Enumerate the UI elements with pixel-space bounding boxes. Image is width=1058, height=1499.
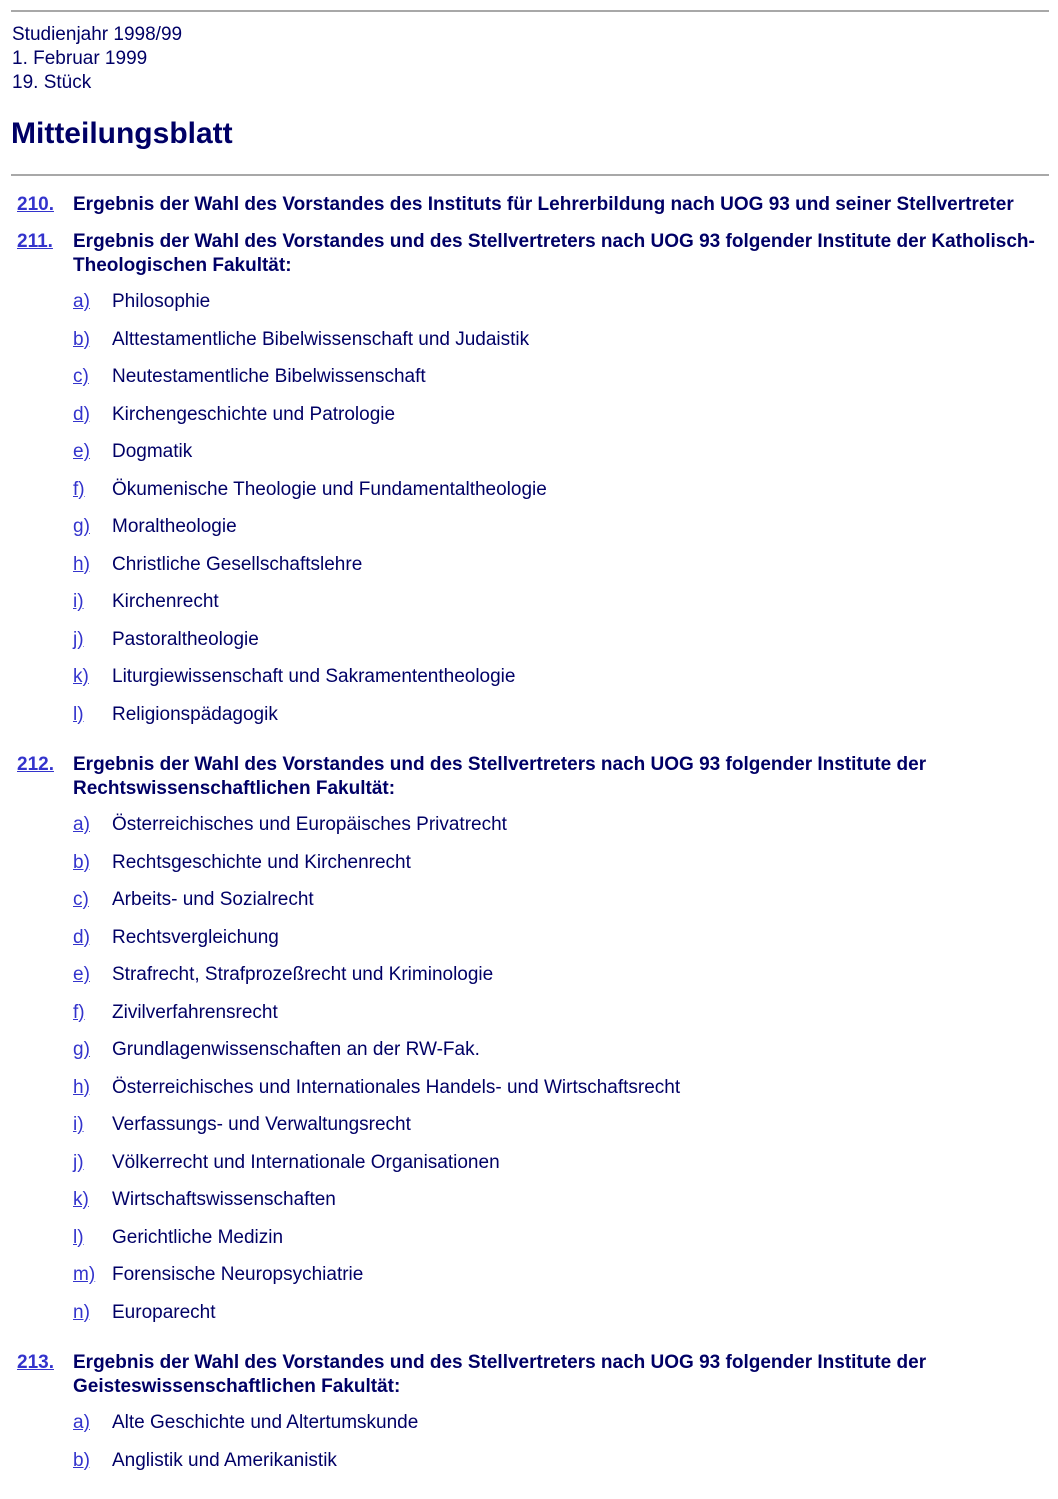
list-item <box>73 1038 1058 1076</box>
list-item <box>73 813 1058 851</box>
entry <box>0 230 1058 740</box>
entry <box>0 753 1058 1338</box>
list-item <box>73 1411 1058 1449</box>
item-letter-link[interactable]: h) <box>73 1076 90 1098</box>
sub-item-list <box>73 290 1058 740</box>
header-divider <box>11 174 1049 176</box>
item-letter-link[interactable]: c) <box>73 366 89 387</box>
entry-number-link[interactable]: 211. <box>17 231 53 252</box>
item-letter-link[interactable]: f) <box>73 478 85 500</box>
item-letter-link[interactable]: k) <box>73 666 89 687</box>
item-letter-link[interactable]: a) <box>73 291 90 312</box>
item-letter-link[interactable]: d) <box>73 403 90 425</box>
item-text: Dogmatik <box>112 441 193 462</box>
list-item <box>73 1188 1058 1226</box>
item-text: Rechtsgeschichte und Kirchenrecht <box>112 851 411 873</box>
item-letter-link[interactable]: i) <box>73 591 84 612</box>
entry-title: Ergebnis der Wahl des Vorstandes und des Stellvertreters nach UOG 93 folgender Institute der Katholisch-Theologischen Fakultät: <box>73 231 1035 276</box>
item-text: Grundlagenwissenschaften an der RW-Fak. <box>112 1039 480 1060</box>
list-item <box>73 1263 1058 1301</box>
sub-item-list <box>73 1411 1058 1486</box>
item-letter-link[interactable]: e) <box>73 964 90 985</box>
entry <box>0 193 1058 217</box>
list-item <box>73 926 1058 964</box>
entry-number-link[interactable]: 213. <box>17 1352 54 1373</box>
list-item <box>73 1113 1058 1151</box>
issue-number: 19. Stück <box>12 72 92 93</box>
item-text: Kirchengeschichte und Patrologie <box>112 403 396 425</box>
list-item <box>73 403 1058 441</box>
item-letter-link[interactable]: j) <box>73 1151 84 1173</box>
item-text: Ökumenische Theologie und Fundamentaltheologie <box>112 478 547 500</box>
item-text: Wirtschaftswissenschaften <box>112 1189 336 1210</box>
list-item <box>73 515 1058 553</box>
entry-number-link[interactable]: 212. <box>17 754 54 775</box>
item-text: Religionspädagogik <box>112 703 278 725</box>
item-letter-link[interactable]: a) <box>73 814 90 835</box>
list-item <box>73 440 1058 478</box>
item-text: Christliche Gesellschaftslehre <box>112 553 363 575</box>
list-item <box>73 963 1058 1001</box>
academic-year: Studienjahr 1998/99 <box>12 24 183 45</box>
item-letter-link[interactable]: l) <box>73 703 84 725</box>
list-item <box>73 1151 1058 1189</box>
item-letter-link[interactable]: k) <box>73 1189 89 1210</box>
issue-meta <box>12 23 182 95</box>
item-letter-link[interactable]: m) <box>73 1264 96 1285</box>
item-text: Zivilverfahrensrecht <box>112 1001 278 1023</box>
list-item <box>73 1226 1058 1264</box>
item-letter-link[interactable]: a) <box>73 1412 90 1433</box>
item-text: Liturgiewissenschaft und Sakramententheologie <box>112 666 516 687</box>
item-letter-link[interactable]: b) <box>73 1449 90 1471</box>
item-text: Österreichisches und Europäisches Privatrecht <box>112 814 507 835</box>
item-text: Philosophie <box>112 291 211 312</box>
list-item <box>73 478 1058 516</box>
list-item <box>73 851 1058 889</box>
issue-date: 1. Februar 1999 <box>12 48 148 69</box>
list-item <box>73 1001 1058 1039</box>
item-text: Europarecht <box>112 1301 216 1323</box>
entry-title: Ergebnis der Wahl des Vorstandes und des Stellvertreters nach UOG 93 folgender Institute der Geisteswissenschaftlichen Fakultät: <box>73 1352 927 1397</box>
item-letter-link[interactable]: n) <box>73 1301 90 1323</box>
item-letter-link[interactable]: g) <box>73 1039 90 1060</box>
list-item <box>73 628 1058 666</box>
item-text: Gerichtliche Medizin <box>112 1226 284 1248</box>
item-text: Strafrecht, Strafprozeßrecht und Kriminologie <box>112 964 494 985</box>
item-letter-link[interactable]: c) <box>73 889 89 910</box>
item-text: Anglistik und Amerikanistik <box>112 1449 337 1471</box>
list-item <box>73 590 1058 628</box>
item-letter-link[interactable]: d) <box>73 926 90 948</box>
item-text: Pastoraltheologie <box>112 628 259 650</box>
item-text: Neutestamentliche Bibelwissenschaft <box>112 366 426 387</box>
list-item <box>73 888 1058 926</box>
list-item <box>73 703 1058 741</box>
page-title: Mitteilungsblatt <box>11 117 233 150</box>
entry-title: Ergebnis der Wahl des Vorstandes des Instituts für Lehrerbildung nach UOG 93 und seiner Stellvertreter <box>73 194 1014 215</box>
list-item <box>73 365 1058 403</box>
entry <box>0 1351 1058 1486</box>
list-item <box>73 1076 1058 1114</box>
list-item <box>73 290 1058 328</box>
item-text: Völkerrecht und Internationale Organisationen <box>112 1151 500 1173</box>
item-text: Kirchenrecht <box>112 591 219 612</box>
top-divider <box>11 10 1049 12</box>
item-text: Arbeits- und Sozialrecht <box>112 889 314 910</box>
list-item <box>73 1301 1058 1339</box>
entry-title: Ergebnis der Wahl des Vorstandes und des Stellvertreters nach UOG 93 folgender Institute der Rechtswissenschaftlichen Fakultät: <box>73 754 927 799</box>
item-letter-link[interactable]: i) <box>73 1114 84 1135</box>
item-text: Verfassungs- und Verwaltungsrecht <box>112 1114 411 1135</box>
item-letter-link[interactable]: b) <box>73 851 90 873</box>
item-letter-link[interactable]: g) <box>73 516 90 537</box>
entry-number-link[interactable]: 210. <box>17 194 54 215</box>
list-item <box>73 328 1058 366</box>
item-text: Österreichisches und Internationales Handels- und Wirtschaftsrecht <box>112 1076 681 1098</box>
item-letter-link[interactable]: l) <box>73 1226 84 1248</box>
item-letter-link[interactable]: e) <box>73 441 90 462</box>
item-letter-link[interactable]: j) <box>73 628 84 650</box>
item-text: Moraltheologie <box>112 516 237 537</box>
item-letter-link[interactable]: h) <box>73 553 90 575</box>
item-text: Alttestamentliche Bibelwissenschaft und Judaistik <box>112 328 530 350</box>
item-text: Alte Geschichte und Altertumskunde <box>112 1412 419 1433</box>
item-text: Rechtsvergleichung <box>112 926 279 948</box>
list-item <box>73 553 1058 591</box>
item-letter-link[interactable]: b) <box>73 328 90 350</box>
list-item <box>73 665 1058 703</box>
entry-list <box>0 193 1058 1499</box>
item-text: Forensische Neuropsychiatrie <box>112 1264 364 1285</box>
list-item <box>73 1449 1058 1487</box>
sub-item-list <box>73 813 1058 1338</box>
item-letter-link[interactable]: f) <box>73 1001 85 1023</box>
